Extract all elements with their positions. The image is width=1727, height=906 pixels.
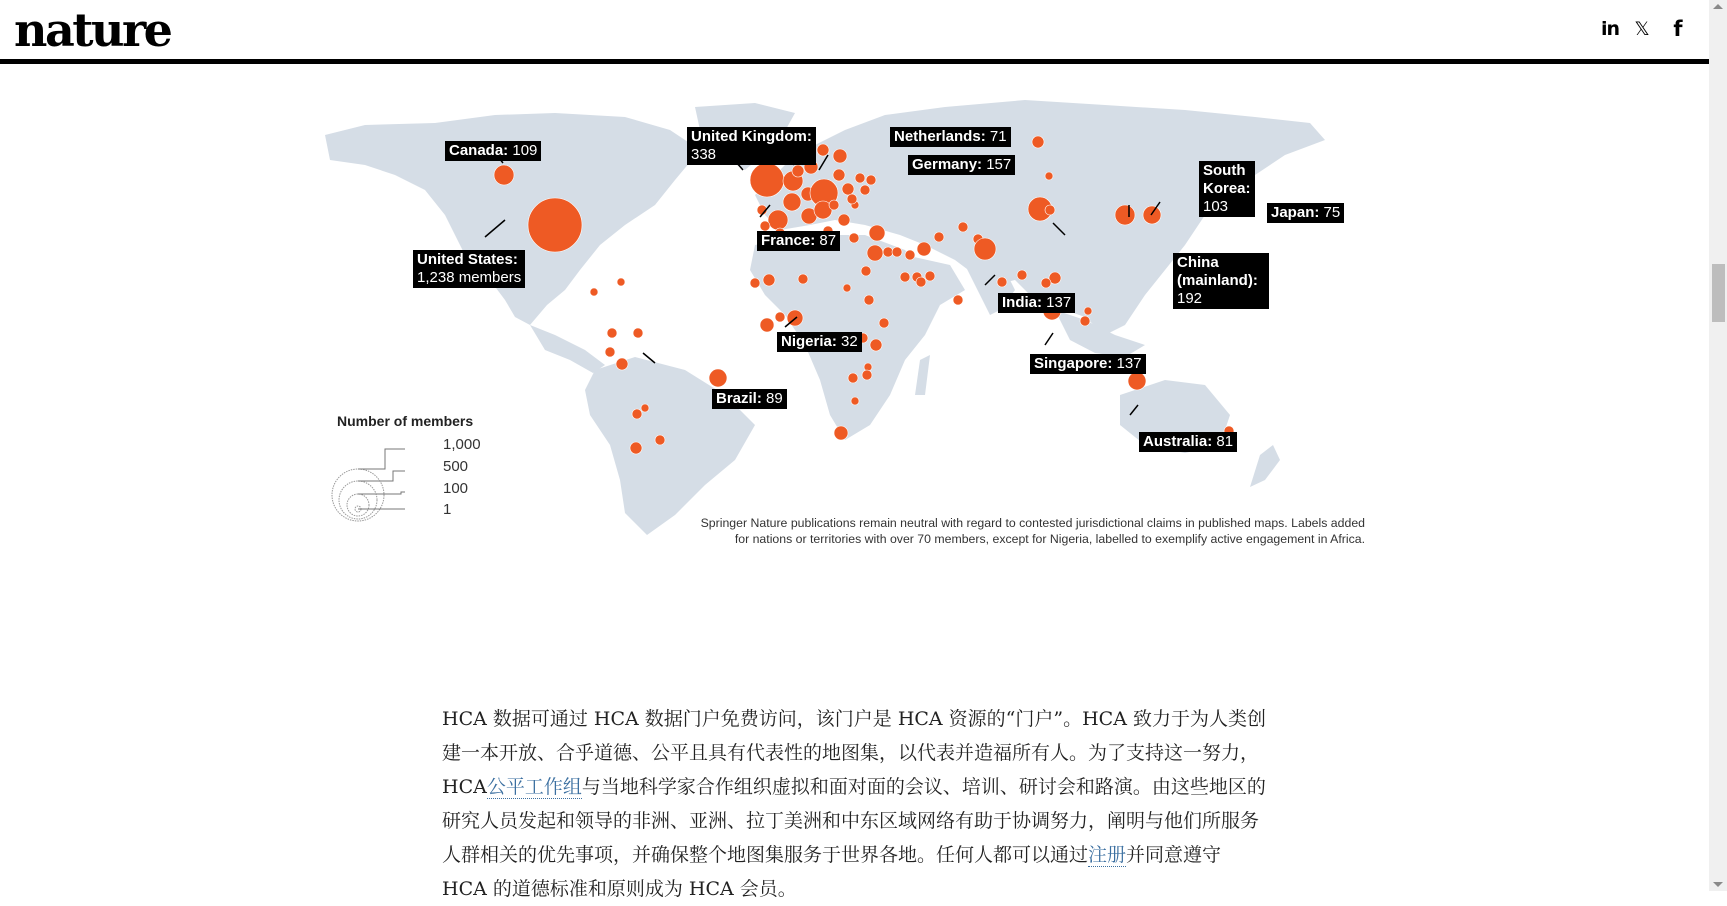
member-dot — [494, 165, 514, 185]
label-india: India: 137 — [998, 293, 1075, 313]
member-dot — [632, 409, 642, 419]
legend-circle-100 — [347, 494, 369, 516]
member-dot — [851, 397, 859, 405]
member-dot — [916, 277, 926, 287]
member-dot — [829, 200, 839, 210]
member-dot — [1115, 205, 1135, 225]
label-germany: Germany: 157 — [908, 155, 1015, 175]
label-australia: Australia: 81 — [1139, 432, 1237, 452]
member-dot — [860, 185, 870, 195]
article-text-3: 并同意遵守 HCA 的道德标准和原则成为 HCA 会员。 — [442, 844, 1222, 900]
member-dot — [760, 221, 770, 231]
member-dot — [655, 435, 665, 445]
member-dot — [1080, 316, 1090, 326]
legend-value-500: 500 — [443, 458, 469, 475]
member-dot — [750, 278, 760, 288]
scroll-up-arrow-icon[interactable] — [1713, 4, 1723, 9]
member-dot — [590, 288, 598, 296]
header-divider — [0, 59, 1709, 64]
member-dot — [847, 194, 857, 204]
note-line-2: for nations or territories with over 70 members, except for Nigeria, labelled to exemplify active engagement in Africa. — [734, 532, 1365, 546]
linkedin-icon[interactable]: in — [1600, 18, 1620, 40]
site-header — [0, 0, 1709, 60]
member-dot — [864, 295, 874, 305]
vertical-scrollbar[interactable] — [1709, 0, 1727, 891]
label-nigeria: Nigeria: 32 — [777, 332, 862, 352]
legend-circles — [332, 469, 384, 521]
member-dot — [607, 328, 617, 338]
member-dot — [892, 247, 902, 257]
legend-leader-500 — [358, 471, 405, 481]
label-singapore: Singapore: 137 — [1030, 354, 1146, 374]
label-united-kingdom: United Kingdom: 338 — [687, 127, 816, 165]
label-canada: Canada: 109 — [445, 141, 541, 161]
article-text-1: HCA 数据可通过 HCA 数据门户免费访问，该门户是 HCA 资源的“门户”。HCA 致力于为人类创建一本开放、合乎道德、公平且具有代表性的地图集，以代表并造福所有人。为了支持这一努力，HCA — [442, 708, 1266, 798]
member-dot — [1045, 205, 1055, 215]
member-dot — [849, 233, 859, 243]
article-paragraph — [442, 702, 1267, 906]
member-dot — [848, 373, 858, 383]
legend-circle-500 — [339, 481, 377, 519]
member-dot — [709, 369, 727, 387]
member-dot — [917, 242, 931, 256]
member-dot — [974, 238, 996, 260]
member-dot — [630, 442, 642, 454]
label-netherlands: Netherlands: 71 — [890, 127, 1011, 147]
legend-title: Number of members — [337, 413, 474, 429]
legend-value-1000: 1,000 — [443, 436, 481, 453]
facebook-icon[interactable]: f — [1673, 17, 1683, 41]
register-link[interactable]: 注册 — [1088, 844, 1127, 866]
land-masses — [325, 100, 1325, 535]
member-dot — [792, 165, 804, 177]
label-brazil: Brazil: 89 — [712, 389, 787, 409]
member-dot — [953, 295, 963, 305]
member-dot — [925, 271, 935, 281]
member-dot — [605, 347, 615, 357]
member-dot — [528, 198, 582, 252]
land-new-zealand — [1250, 445, 1280, 487]
member-dot — [1143, 206, 1161, 224]
member-dot — [833, 169, 845, 181]
member-dot — [842, 183, 854, 195]
member-dot — [861, 266, 871, 276]
member-dot — [1128, 372, 1146, 390]
note-line-1: Springer Nature publications remain neutral with regard to contested jurisdictional claims in published maps. Labels added — [700, 516, 1365, 530]
x-twitter-icon[interactable]: 𝕏 — [1634, 18, 1650, 40]
member-dot — [1017, 270, 1027, 280]
member-dot — [633, 328, 643, 338]
member-dot — [855, 173, 865, 183]
member-dot — [833, 149, 847, 163]
member-dot — [1032, 136, 1044, 148]
member-dot — [834, 426, 848, 440]
member-dot — [616, 358, 628, 370]
label-japan: Japan: 75 — [1267, 203, 1344, 223]
label-united-states: United States: 1,238 members — [413, 250, 525, 288]
member-dot — [1041, 278, 1051, 288]
scrollbar-thumb[interactable] — [1712, 264, 1725, 322]
member-dot — [768, 210, 788, 230]
scroll-down-arrow-icon[interactable] — [1713, 882, 1723, 887]
hca-members-world-map — [325, 95, 1385, 545]
member-dot — [883, 247, 893, 257]
member-dot — [798, 274, 808, 284]
legend-leader-100 — [358, 492, 405, 494]
member-dot — [867, 245, 883, 261]
nature-logo[interactable]: nature — [14, 3, 171, 57]
legend-leader-1000 — [358, 449, 405, 469]
land-south-america — [585, 357, 755, 535]
leader-singapore — [1045, 333, 1053, 345]
member-dot — [641, 404, 649, 412]
legend-value-100: 100 — [443, 480, 469, 497]
member-dot — [870, 339, 882, 351]
member-dot — [869, 225, 885, 241]
label-france: France: 87 — [757, 231, 840, 251]
equity-working-group-link[interactable]: 公平工作组 — [486, 776, 582, 798]
member-dot — [997, 277, 1007, 287]
member-dot — [760, 318, 774, 332]
land-madagascar — [915, 355, 930, 395]
member-dot — [900, 272, 910, 282]
member-dot — [817, 144, 829, 156]
member-dot — [1045, 172, 1053, 180]
legend-value-1: 1 — [443, 501, 452, 518]
label-china-mainland: China (mainland): 192 — [1173, 253, 1269, 309]
member-dot — [958, 222, 968, 232]
member-dot — [617, 278, 625, 286]
map-disclaimer-note — [665, 515, 1365, 547]
member-dot — [750, 163, 784, 197]
member-dot — [905, 250, 915, 260]
member-dot — [866, 175, 876, 185]
member-dot — [862, 370, 872, 380]
member-dot — [1084, 307, 1092, 315]
member-dot — [879, 318, 889, 328]
article-text-2: 与当地科学家合作组织虚拟和面对面的会议、培训、研讨会和路演。由这些地区的研究人员发起和领导的非洲、亚洲、拉丁美洲和中东区域网络有助于协调努力，阐明与他们所服务人群相关的优先事项，并确保整个地图集服务于世界各地。任何人都可以通过 — [442, 776, 1266, 866]
legend-leaders — [358, 449, 405, 509]
member-dot — [763, 274, 775, 286]
member-dot — [838, 214, 850, 226]
member-dot — [843, 284, 851, 292]
member-dot — [775, 312, 785, 322]
label-south-korea: South Korea: 103 — [1199, 161, 1255, 217]
land-central-america — [530, 325, 605, 373]
member-dot — [783, 193, 801, 211]
member-dot — [934, 232, 944, 242]
